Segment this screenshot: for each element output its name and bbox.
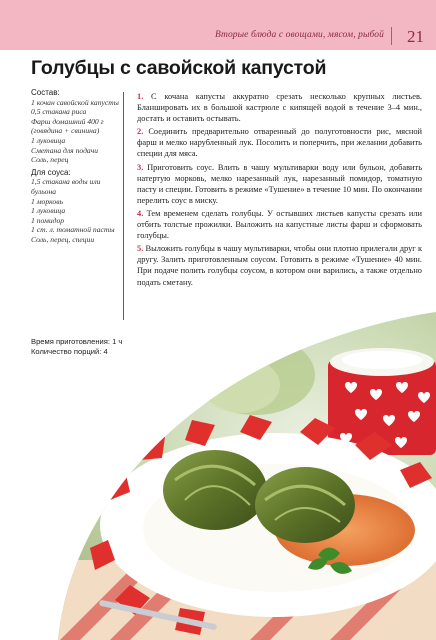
servings: Количество порций: 4 xyxy=(31,347,108,356)
sauce-item: 1 ст. л. томатной пасты xyxy=(31,225,115,235)
sauce-item: 1 помидор xyxy=(31,215,65,225)
ingredients-heading: Состав: xyxy=(31,88,60,97)
sauce-heading: Для соуса: xyxy=(31,167,71,177)
sauce-item: 1,5 стакана воды или бульона xyxy=(31,177,101,196)
step-number: 1. xyxy=(137,92,144,101)
step-number: 5. xyxy=(137,244,144,254)
sauce-item: 1 луковица xyxy=(31,206,66,216)
ingredient-item: 1 кочан савойской капусты xyxy=(31,97,119,107)
page-number: 21 xyxy=(407,27,424,46)
ingredient-item: 1 луковица xyxy=(31,135,66,145)
ingredient-item: Сметана для подачи xyxy=(31,145,99,155)
step-number: 3. xyxy=(137,162,144,172)
ingredient-item: Соль, перец xyxy=(31,155,69,165)
section-title: Вторые блюда с овощами, мясом, рыбой xyxy=(214,30,384,40)
step-text: Соединить предварительно отваренный до полуготовности рис, мясной фарш и мелко нарубленный лук. Посолить и поперчить, при желании добавить специи для мяса. xyxy=(137,127,423,159)
cook-time: Время приготовления: 1 ч xyxy=(31,337,123,346)
step-text: Приготовить соус. Влить в чашу мультиварки воду или бульон, добавить натертую морковь, мелко нарезанный лук, нарезанный помидор, томатную пасту и специи. Готовить в режиме «Тушение» в течение 10 мин. По окончании перелить соус в миску. xyxy=(137,162,423,205)
step-text: Выложить голубцы в чашу мультиварки, чтобы они плотно прилегали друг к другу. Залить приготовленным соусом. Готовить в режиме «Тушение» 40 мин. При подаче полить голубцы соусом, в котором они варились, а также отдельно подать сметану. xyxy=(137,244,423,287)
step-number: 2. xyxy=(137,127,144,137)
step-text: С кочана капусты аккуратно срезать несколько крупных листьев. Бланшировать их в большой кастрюле с кипящей водой в течение 3–4 мин., достать и оставить остывать. xyxy=(137,92,422,124)
step-text: Тем временем сделать голубцы. У остывших листьев капусты срезать или отбить толстые прожилки. Выложить на капустные листы фарш и сформовать голубцы. xyxy=(137,208,422,241)
step-number: 4. xyxy=(137,208,144,218)
ingredient-item: 0,5 стакана риса xyxy=(31,107,87,117)
sauce-item: 1 морковь xyxy=(31,196,63,206)
recipe-title: Голубцы с савойской капустой xyxy=(31,57,327,79)
ingredient-item: Фарш домашний 400 г (говядина + свинина) xyxy=(31,116,104,136)
sauce-item: Соль, перец, специи xyxy=(31,234,95,244)
